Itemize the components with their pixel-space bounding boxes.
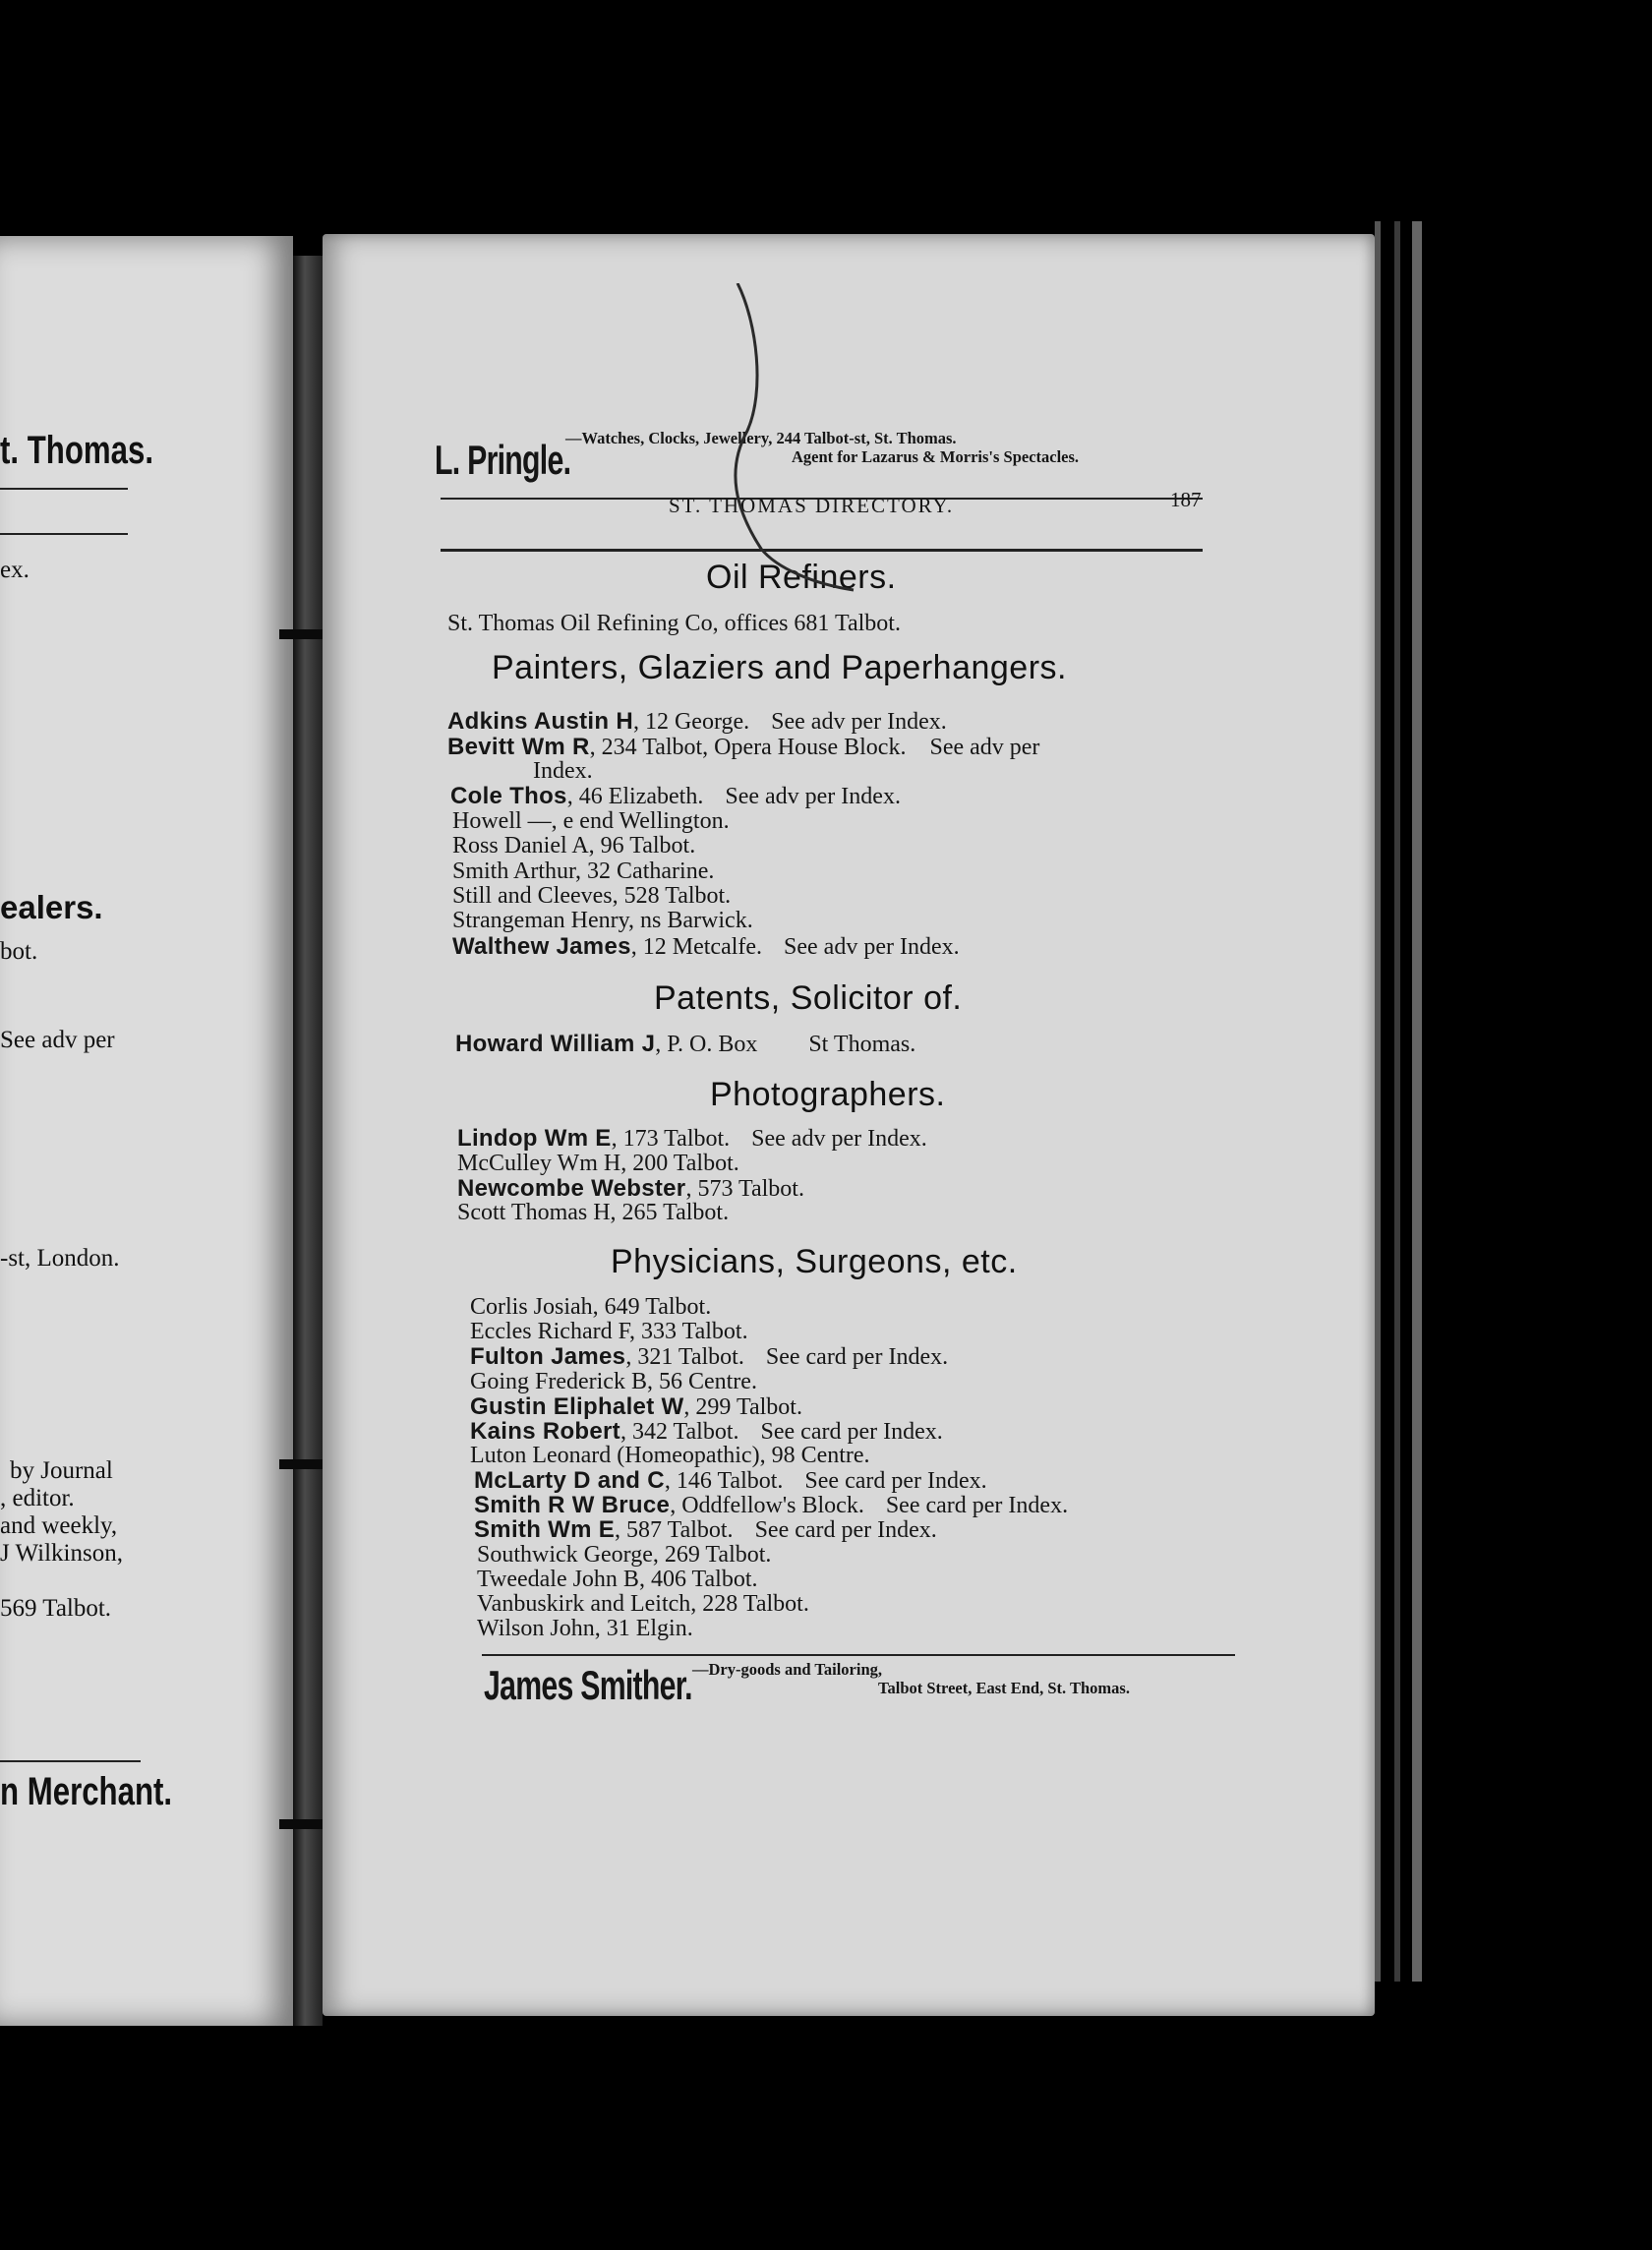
left-text-fragment: J Wilkinson, [0, 1540, 123, 1567]
left-text-fragment: by Journal [10, 1457, 113, 1484]
directory-entry: Smith R W Bruce, Oddfellow's Block. See card per Index. [474, 1492, 1069, 1518]
left-header-rule [0, 488, 128, 490]
page-edge [1375, 221, 1381, 1982]
directory-entry: Southwick George, 269 Talbot. [477, 1542, 772, 1568]
left-text-fragment: , editor. [0, 1485, 75, 1511]
left-text-fragment: bot. [0, 938, 38, 965]
directory-entry: Newcombe Webster, 573 Talbot. [457, 1175, 804, 1202]
running-title: ST. THOMAS DIRECTORY. [669, 494, 955, 517]
left-footer-rule [0, 1760, 141, 1762]
directory-entry: McLarty D and C, 146 Talbot. See card per Index. [474, 1467, 987, 1494]
left-header-rule-2 [0, 533, 128, 535]
directory-entry: Gustin Eliphalet W, 299 Talbot. [470, 1393, 802, 1420]
page-edge [1412, 221, 1422, 1982]
left-heading-fragment: ealers. [0, 889, 103, 925]
directory-entry: St. Thomas Oil Refining Co, offices 681 Talbot. [447, 611, 901, 636]
directory-entry: Going Frederick B, 56 Centre. [470, 1369, 757, 1394]
directory-entry: Howard William J, P. O. Box St Thomas. [455, 1031, 916, 1057]
section-heading: Patents, Solicitor of. [654, 979, 963, 1017]
directory-entry: Lindop Wm E, 173 Talbot. See adv per Index. [457, 1125, 927, 1152]
header-ad-line-2: Agent for Lazarus & Morris's Spectacles. [792, 447, 1080, 466]
footer-ad-line-1: —Dry-goods and Tailoring, [692, 1660, 883, 1679]
section-heading: Physicians, Surgeons, etc. [611, 1243, 1018, 1280]
left-text-fragment: See adv per [0, 1027, 115, 1053]
left-text-fragment: -st, London. [0, 1245, 120, 1272]
directory-entry: Still and Cleeves, 528 Talbot. [452, 883, 732, 909]
book-gutter [293, 256, 323, 2026]
directory-entry: Fulton James, 321 Talbot. See card per Index. [470, 1343, 949, 1370]
directory-entry: McCulley Wm H, 200 Talbot. [457, 1151, 739, 1176]
footer-rule [482, 1654, 1235, 1656]
footer-advertiser: James Smither. [484, 1662, 692, 1708]
directory-entry: Cole Thos, 46 Elizabeth. See adv per Index. [450, 783, 901, 809]
directory-entry: Smith Arthur, 32 Catharine. [452, 859, 715, 884]
header-advertiser: L. Pringle. [435, 437, 571, 483]
section-heading: Oil Refiners. [706, 559, 897, 596]
left-header-fragment: t. Thomas. [0, 429, 154, 472]
directory-entry: Vanbuskirk and Leitch, 228 Talbot. [477, 1591, 809, 1617]
left-text-fragment: and weekly, [0, 1512, 118, 1539]
page-number: 187 [1170, 488, 1202, 511]
directory-entry-continuation: Index. [533, 758, 593, 784]
directory-entry: Wilson John, 31 Elgin. [477, 1616, 693, 1641]
right-page [323, 234, 1375, 2016]
directory-entry: Smith Wm E, 587 Talbot. See card per Index. [474, 1516, 937, 1543]
section-heading: Photographers. [710, 1076, 946, 1113]
section-heading: Painters, Glaziers and Paperhangers. [492, 649, 1067, 686]
footer-ad-line-2: Talbot Street, East End, St. Thomas. [878, 1679, 1130, 1697]
directory-entry: Adkins Austin H, 12 George. See adv per Index. [447, 708, 947, 735]
directory-entry: Howell —, e end Wellington. [452, 808, 730, 834]
directory-entry: Strangeman Henry, ns Barwick. [452, 908, 753, 933]
directory-entry: Luton Leonard (Homeopathic), 98 Centre. [470, 1443, 870, 1468]
directory-entry: Scott Thomas H, 265 Talbot. [457, 1200, 730, 1225]
directory-entry: Kains Robert, 342 Talbot. See card per Index. [470, 1418, 943, 1445]
left-footer-fragment: n Merchant. [0, 1770, 173, 1813]
directory-entry: Ross Daniel A, 96 Talbot. [452, 833, 696, 859]
left-page [0, 236, 293, 2026]
directory-entry: Walthew James, 12 Metcalfe. See adv per Index. [452, 933, 960, 960]
directory-entry: Eccles Richard F, 333 Talbot. [470, 1319, 748, 1344]
left-text-fragment: 569 Talbot. [0, 1595, 112, 1622]
page-edge [1394, 221, 1400, 1982]
left-text-fragment: ex. [0, 557, 30, 583]
directory-entry: Tweedale John B, 406 Talbot. [477, 1567, 758, 1592]
header-ad-line-1: —Watches, Clocks, Jewellery, 244 Talbot-st, St. Thomas. [565, 429, 957, 447]
directory-entry: Corlis Josiah, 649 Talbot. [470, 1294, 712, 1320]
directory-entry: Bevitt Wm R, 234 Talbot, Opera House Block. See adv per [447, 734, 1040, 760]
scratch-mark [726, 283, 981, 608]
